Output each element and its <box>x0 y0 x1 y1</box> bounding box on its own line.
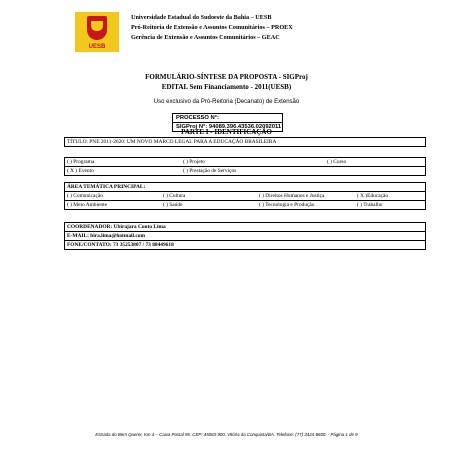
tipo-box <box>64 157 426 176</box>
area-heading-row <box>65 183 425 191</box>
edital-title: EDITAL Sem Financiamento - 2011(UESB) <box>161 83 292 91</box>
area-direitos: ( ) Direitos Humanos e Justiça <box>259 193 325 199</box>
option-projeto: ( ) Projeto <box>183 159 205 165</box>
shield-icon <box>87 16 107 40</box>
sigproj-number: SIGProj N°: 94089.396.43536.02092011 <box>173 122 282 131</box>
logo-text: UESB <box>88 44 106 50</box>
coordenador-row <box>65 223 425 231</box>
option-evento: ( X ) Evento <box>67 168 94 174</box>
area-meio-ambiente: ( ) Meio Ambiente <box>67 202 107 208</box>
option-prestacao: ( ) Prestação de Serviços <box>183 168 237 174</box>
title-box <box>64 137 426 147</box>
coordenador-text: COORDENADOR: Ubirajara Couto Lima <box>67 224 166 230</box>
area-box <box>64 182 426 210</box>
header-university: Universidade Estadual do Sudoeste da Bahia – UESB <box>131 14 272 21</box>
area-row-1 <box>65 191 425 200</box>
area-comunicacao: ( ) Comunicação <box>67 193 103 199</box>
area-row-2 <box>65 200 425 209</box>
contact-box <box>64 222 426 250</box>
tipo-row-1 <box>65 158 425 166</box>
header-geac: Gerência de Extensão e Assuntos Comunitários – GEAC <box>131 34 280 41</box>
area-heading: ÁREA TEMÁTICA PRINCIPAL: <box>67 184 146 190</box>
option-curso: ( ) Curso <box>327 159 347 165</box>
uesb-logo <box>75 12 119 52</box>
email-row <box>65 231 425 240</box>
processo-label: PROCESSO N°: <box>176 115 219 121</box>
form-title: FORMULÁRIO-SÍNTESE DA PROPOSTA - SIGProj <box>145 73 308 81</box>
area-saude: ( ) Saúde <box>163 202 183 208</box>
fone-text: FONE/CONTATO: 73 35253807 / 73 88449618 <box>67 242 174 248</box>
area-educacao: ( X )Educação <box>357 193 389 199</box>
area-tecnologia: ( ) Tecnologia e Produção <box>259 202 315 208</box>
area-trabalho: ( ) Trabalho <box>357 202 383 208</box>
page-footer: Estrada do Bem Querer, Km 4 – Caixa Postal 95. CEP: 45083-900. Vitória da Conquista/BA. Telefone: (77) 3424-8600. - Página 1 de 9 <box>95 432 358 437</box>
header-proex: Pró-Reitoria de Extensão e Assuntos Comunitários – PROEX <box>131 24 293 31</box>
tipo-row-2 <box>65 166 425 175</box>
exclusive-use-note: Uso exclusivo da Pró-Reitoria (Decanato) de Extensão <box>153 99 300 105</box>
option-programa: ( ) Programa <box>67 159 95 165</box>
section-heading: PARTE I - IDENTIFICAÇÃO <box>181 128 272 136</box>
fone-row <box>65 240 425 249</box>
email-text: E-MAIL: bira.lima@hotmail.com <box>67 233 145 239</box>
area-cultura: ( ) Cultura <box>163 193 186 199</box>
title-row <box>65 138 425 146</box>
titulo-text: TÍTULO: PNE 2011-2020: UM NOVO MARCO LEGAL PARA A EDUCAÇÃO BRASILEIRA <box>67 139 277 145</box>
